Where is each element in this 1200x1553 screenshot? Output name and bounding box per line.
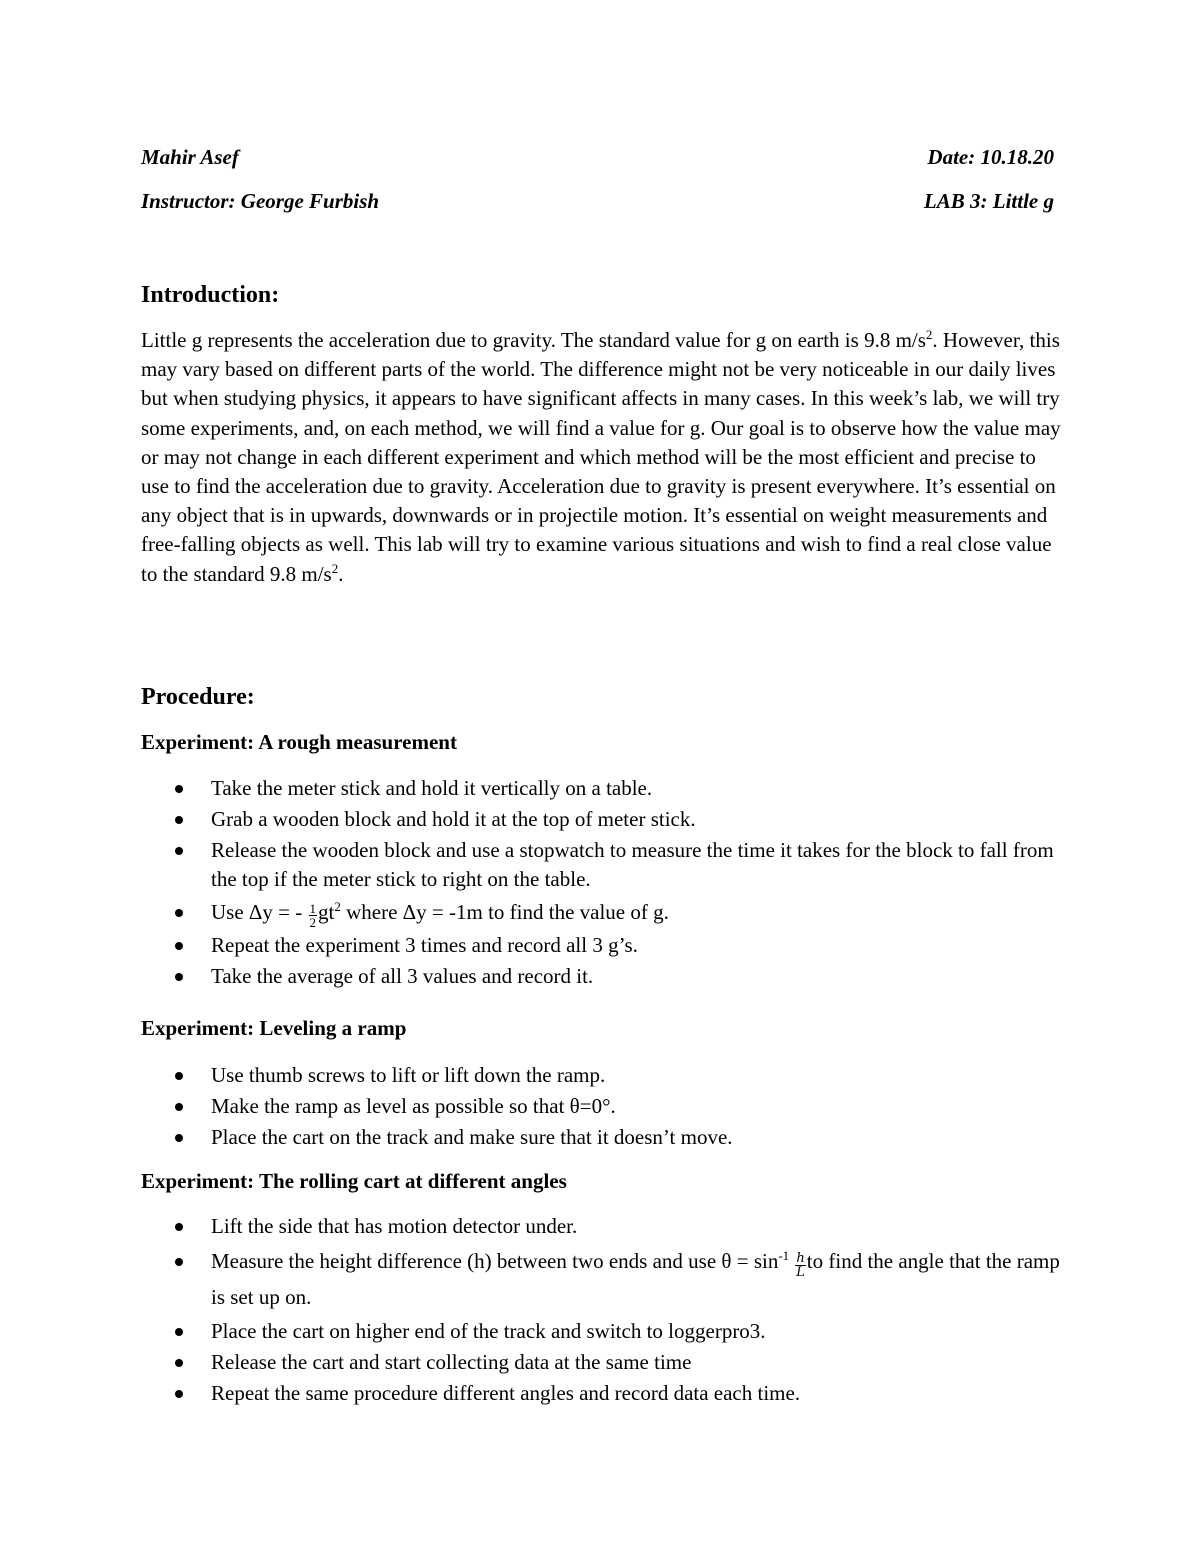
experiment-2-steps xyxy=(141,1061,1061,1154)
intro-text-2: . However, this may vary based on different parts of the world. The difference might not be very noticeable in our daily lives but when studying physics, it appears to have significant affects in many cases. In this week’s lab, we will try some experiments, and, on each method, we will find a value for g. Our goal is to observe how the value may or may not change in each different experiment and which method will be the most efficient and precise to use to find the acceleration due to gravity. Acceleration due to gravity is present everywhere. It’s essential on any object that is in upwards, downwards or in projectile motion. It’s essential on weight measurements and free-falling objects as well. This lab will try to examine various situations and wish to find a real close value to the standard 9.8 m/s xyxy=(141,328,1061,586)
bullet-icon xyxy=(175,1134,183,1142)
list-item: Release the cart and start collecting data at the same time xyxy=(141,1348,1061,1377)
bullet-icon xyxy=(175,1072,183,1080)
list-item: Use thumb screws to lift or lift down the ramp. xyxy=(141,1061,1061,1090)
procedure-heading: Procedure: xyxy=(141,684,255,710)
bullet-icon xyxy=(175,909,183,917)
bullet-icon xyxy=(175,1390,183,1398)
bullet-icon xyxy=(175,973,183,981)
bullet-icon xyxy=(175,785,183,793)
list-item: Place the cart on the track and make sure that it doesn’t move. xyxy=(141,1123,1061,1152)
intro-superscript-2: 2 xyxy=(331,560,339,576)
bullet-icon xyxy=(175,847,183,855)
list-item: Take the average of all 3 values and record it. xyxy=(141,962,1061,991)
experiment-2-title: Experiment: Leveling a ramp xyxy=(141,1016,407,1040)
list-item: Place the cart on higher end of the track and switch to loggerpro3. xyxy=(141,1317,1061,1346)
introduction-paragraph xyxy=(141,326,1061,589)
bullet-icon xyxy=(175,942,183,950)
date: Date: 10.18.20 xyxy=(927,145,1054,169)
intro-superscript-1: 2 xyxy=(925,327,933,342)
intro-text-1: Little g represents the acceleration due to gravity. The standard value for g on earth is 9.8 m/s xyxy=(141,328,926,352)
bullet-icon xyxy=(175,1103,183,1111)
bullet-icon xyxy=(175,816,183,824)
list-item: Lift the side that has motion detector under. xyxy=(141,1212,1061,1241)
author-name: Mahir Asef xyxy=(141,145,239,169)
list-item: Grab a wooden block and hold it at the top of meter stick. xyxy=(141,805,1061,834)
fraction-one-half: $\frac{1}{2}$ xyxy=(309,901,316,930)
experiment-3-title: Experiment: The rolling cart at different angles xyxy=(141,1169,567,1193)
experiment-1-title: Experiment: A rough measurement xyxy=(141,730,457,754)
introduction-heading: Introduction: xyxy=(141,282,280,308)
lab-title: LAB 3: Little g xyxy=(923,189,1054,213)
list-item: Measure the height difference (h) between two ends and use $\theta = \sin^{-1}$ $\frac{h}{L}$ to find the angle that the ramp is set up on. xyxy=(141,1243,1061,1315)
bullet-icon xyxy=(175,1359,183,1367)
intro-text-3: . xyxy=(338,561,344,586)
list-item: Repeat the experiment 3 times and record all 3 g’s. xyxy=(141,931,1061,960)
bullet-icon xyxy=(175,1258,183,1266)
list-item: Take the meter stick and hold it vertically on a table. xyxy=(141,774,1061,803)
instructor: Instructor: George Furbish xyxy=(141,189,380,213)
fraction-h-over-l: $\frac{h}{L}$ xyxy=(796,1251,805,1280)
list-item: Release the wooden block and use a stopwatch to measure the time it takes for the block to fall from the top if the meter stick to right on the table. xyxy=(141,836,1061,894)
bullet-icon xyxy=(175,1328,183,1336)
experiment-3-steps xyxy=(141,1212,1061,1410)
experiment-1-steps xyxy=(141,774,1061,993)
bullet-icon xyxy=(175,1223,183,1231)
list-item: Repeat the same procedure different angles and record data each time. xyxy=(141,1379,1061,1408)
list-item: Use Δy = - $\frac{1}{2}$ $gt^2$ where Δy = -1m to find the value of g. xyxy=(141,896,1061,929)
list-item: Make the ramp as level as possible so that θ=0°. xyxy=(141,1092,1061,1121)
